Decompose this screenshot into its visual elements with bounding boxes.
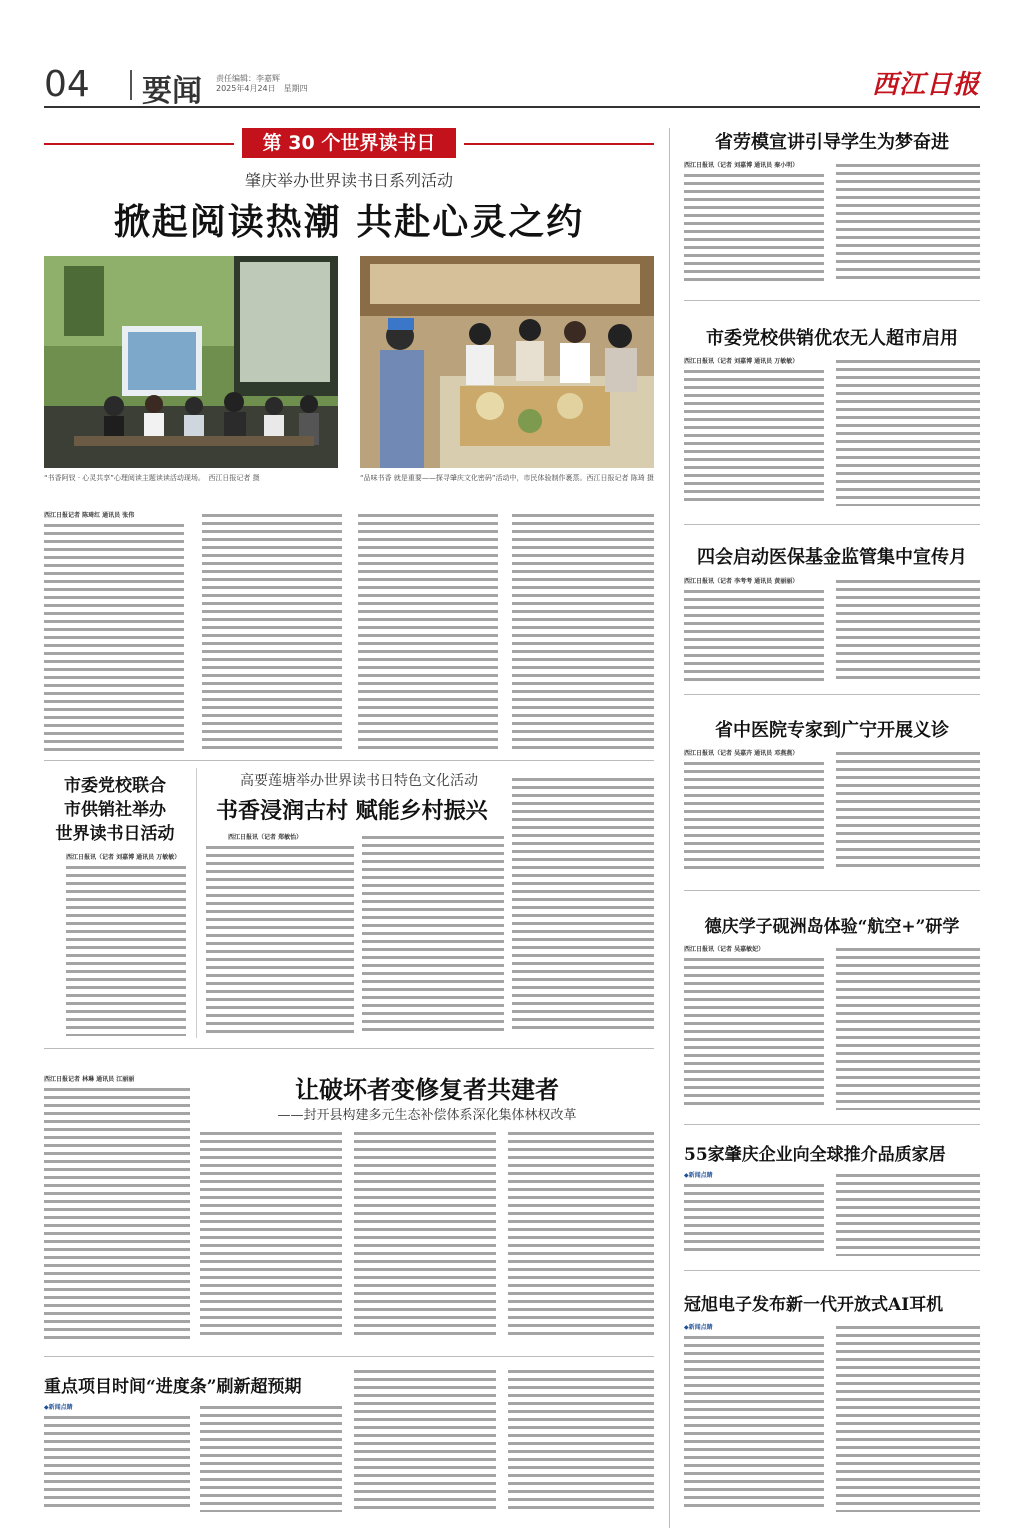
fengkai-body-col-1 [44, 1084, 190, 1340]
sidebar-body-3b [836, 576, 980, 682]
key-projects-byline: ◆新闻点睛 [44, 1404, 73, 1411]
feature-byline: 西江日报记者 陈琦红 通讯员 张伟 [44, 512, 135, 519]
key-projects-body-col-1 [44, 1412, 190, 1512]
sidebar-byline-7: ◆新闻点睛 [684, 1324, 713, 1331]
sidebar-body-2a [684, 366, 824, 506]
fengkai-headline: 让破坏者变修复者共建者 [295, 1075, 559, 1104]
key-projects-body-col-3 [354, 1366, 496, 1512]
gaoyao-body-col-3 [512, 774, 654, 1034]
date-line: 2025年4月24日 星期四 [216, 84, 308, 93]
sidebar-body-1b [836, 160, 980, 282]
feature-banner-row [44, 128, 654, 158]
sidebar-byline-2: 西江日报讯（记者 刘嘉博 通讯员 万敏敏） [684, 358, 799, 365]
feature-headline: 掀起阅读热潮 共赴心灵之约 [113, 201, 585, 243]
sidebar-rule-1 [684, 300, 980, 301]
sidebar-body-4b [836, 748, 980, 870]
sidebar-headline-4: 省中医院专家到广宁开展义诊 [715, 720, 949, 741]
section-title: 要闻 [142, 74, 202, 109]
gaoyao-headline: 书香浸润古村 赋能乡村振兴 [216, 798, 488, 824]
sidebar-body-4a [684, 758, 824, 870]
fengkai-body-col-2 [200, 1128, 342, 1340]
key-projects-body-col-4 [508, 1366, 654, 1512]
sidebar-body-6b [836, 1170, 980, 1256]
sidebar-byline-5: 西江日报讯（记者 吴嘉敏妃） [684, 946, 765, 953]
sidebar-headline-3: 四会启动医保基金监管集中宣传月 [697, 547, 967, 568]
feature-body-col-3 [358, 510, 498, 752]
party-school-body [66, 862, 186, 1036]
column-divider [669, 128, 670, 1528]
fengkai-body-col-4 [508, 1128, 654, 1340]
banner-rule-right [464, 143, 654, 145]
party-school-byline: 西江日报讯（记者 刘嘉博 通讯员 万敏敏） [66, 854, 181, 861]
gaoyao-body-col-2 [362, 832, 504, 1034]
gaoyao-byline: 西江日报讯（记者 郑敏怡） [228, 834, 303, 841]
zongzi-event-photo-art [360, 256, 654, 468]
feature-subhead: 肇庆举办世界读书日系列活动 [244, 171, 453, 190]
masthead-meta [216, 74, 308, 94]
feature-banner: 第 30 个世界读书日 [242, 128, 456, 158]
sidebar-rule-3 [684, 694, 980, 695]
editor-line: 责任编辑：李嘉辉 [216, 74, 280, 83]
feature-body-col-4 [512, 510, 654, 752]
masthead [44, 56, 980, 108]
key-projects-body-col-2 [200, 1402, 342, 1512]
sidebar-rule-5 [684, 1124, 980, 1125]
key-projects-headline: 重点项目时间“进度条”刷新超预期 [44, 1377, 302, 1397]
sidebar-headline-6: 55家肇庆企业向全球推介品质家居 [684, 1145, 946, 1165]
sidebar-body-5b [836, 944, 980, 1110]
sidebar-body-6a [684, 1180, 824, 1256]
sidebar-body-5a [684, 954, 824, 1110]
rule-article-divider [196, 768, 197, 1038]
gaoyao-kicker: 高要莲塘举办世界读书日特色文化活动 [240, 773, 478, 789]
masthead-separator [130, 70, 132, 100]
sidebar-byline-1: 西江日报讯（记者 刘嘉博 通讯员 秦小明） [684, 162, 799, 169]
feature-body-col-2 [202, 510, 342, 752]
sidebar-body-3a [684, 586, 824, 682]
feature-body-col-1 [44, 520, 184, 752]
sidebar-body-2b [836, 356, 980, 506]
zongzi-event-photo [360, 256, 654, 468]
sidebar-byline-4: 西江日报讯（记者 吴嘉卉 通讯员 邓燕燕） [684, 750, 799, 757]
reading-event-photo-art [44, 256, 338, 468]
sidebar-headline-1: 省劳模宣讲引导学生为梦奋进 [715, 132, 949, 153]
sidebar-headline-5: 德庆学子砚洲岛体验“航空+”研学 [704, 917, 960, 937]
rule-mid [44, 1048, 654, 1049]
banner-rule-left [44, 143, 234, 145]
sidebar-body-7a [684, 1332, 824, 1512]
sidebar-rule-2 [684, 524, 980, 525]
rule-feature-bottom [44, 760, 654, 761]
fengkai-kicker: ——封开县构建多元生态补偿体系深化集体林权改革 [277, 1108, 577, 1123]
sidebar-byline-6: ◆新闻点睛 [684, 1172, 713, 1179]
sidebar-byline-3: 西江日报讯（记者 李考考 通讯员 黄丽丽） [684, 578, 799, 585]
photo-right-caption: “品味书香 就是重要——探寻肇庆文化密码”活动中，市民体验制作裹蒸。西江日报记者 陈琦 摄 [360, 474, 654, 482]
sidebar-headline-7: 冠旭电子发布新一代开放式AI耳机 [684, 1295, 944, 1315]
sidebar-rule-4 [684, 890, 980, 891]
sidebar-body-7b [836, 1322, 980, 1512]
newspaper-logo: 西江日报 [871, 70, 980, 100]
fengkai-body-col-3 [354, 1128, 496, 1340]
sidebar-rule-6 [684, 1270, 980, 1271]
photo-left-caption: “书香阿钗 · 心灵共享”心理阅读主题读读活动现场。 西江日报记者 摄 [44, 474, 260, 482]
party-school-headline: 市委党校联合 市供销社举办 世界读书日活动 [55, 776, 175, 844]
rule-bottom [44, 1356, 654, 1357]
gaoyao-body-col-1 [206, 842, 354, 1034]
fengkai-byline: 西江日报记者 林琳 通讯员 江丽丽 [44, 1076, 135, 1083]
reading-event-photo [44, 256, 338, 468]
sidebar-body-1a [684, 170, 824, 282]
page-number: 04 [44, 64, 90, 105]
sidebar-headline-2: 市委党校供销优农无人超市启用 [706, 328, 958, 349]
